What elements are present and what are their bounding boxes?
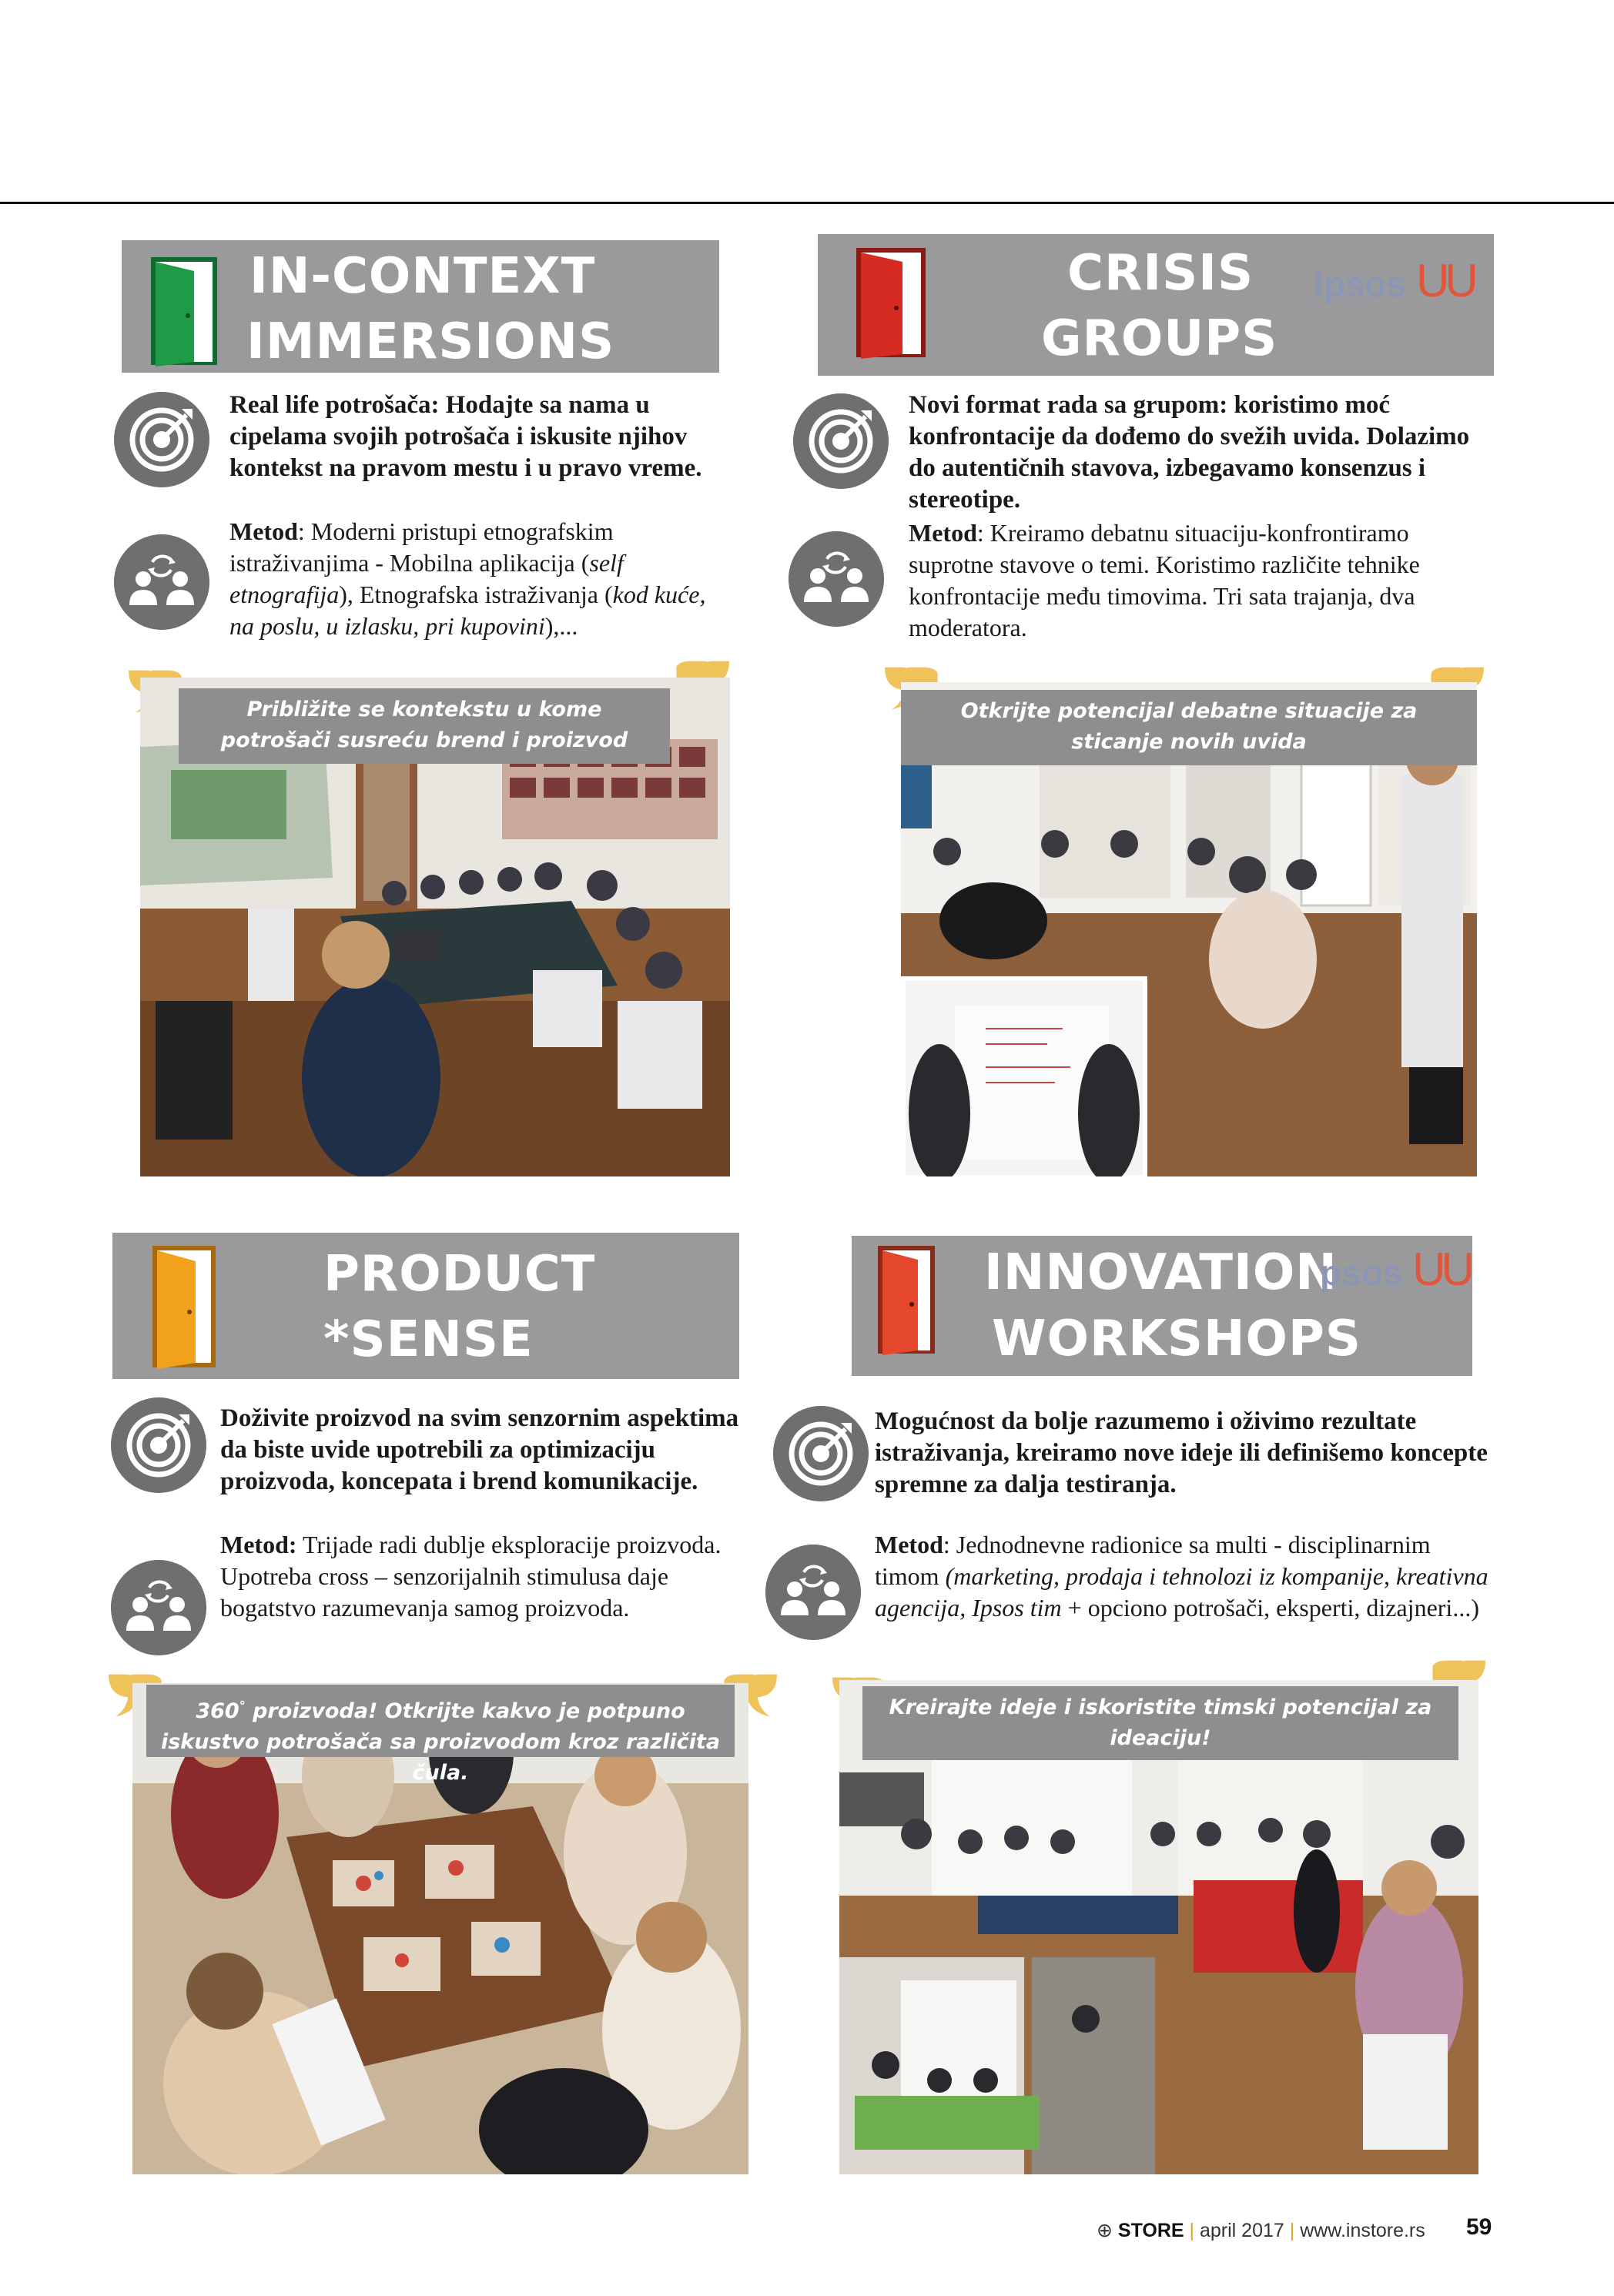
target-icon	[793, 393, 889, 489]
photo-caption: Otkrijte potencijal debatne situacije za sticanje novih uvida	[901, 690, 1477, 765]
footer-date: april 2017	[1199, 2220, 1284, 2241]
photo-caption	[146, 1685, 735, 1785]
section-title-line2: WORKSHOPS	[992, 1310, 1361, 1367]
section-title-line1: INNOVATION	[984, 1244, 1338, 1301]
section-method	[220, 1529, 741, 1624]
group-discussion-icon	[114, 534, 209, 630]
group-discussion-icon	[111, 1560, 206, 1655]
footer	[1097, 2219, 1425, 2250]
uu-logo-mark: UU	[1415, 255, 1474, 306]
section-intro: Mogućnost da bolje razumemo i oživimo rezultate istraživanja, kreiramo nove ideje ili definišemo koncepte spremne za dalja testiranja.	[875, 1407, 1488, 1498]
footer-brand: STORE	[1117, 2220, 1184, 2241]
section-title-line2: *SENSE	[323, 1311, 534, 1368]
method-text: : Moderni pristupi etnografskim istraživanjima - Mobilna aplikacija (	[229, 517, 614, 577]
section-title-line1: IN-CONTEXT	[249, 248, 596, 305]
method-text: ), Etnografska istraživanja (	[339, 581, 613, 608]
footer-separator: |	[1289, 2220, 1295, 2241]
photo-caption: Kreirajte ideje i iskoristite timski potencijal za ideaciju!	[862, 1686, 1458, 1760]
method-text: ),...	[544, 612, 578, 640]
method-italic: (marketing, prodaja i tehnolozi iz kompanije, kreativna agencija, Ipsos tim	[875, 1562, 1488, 1622]
door-icon-green	[148, 254, 220, 368]
ipsos-logo-text: Ipsos	[1314, 264, 1407, 304]
target-icon	[111, 1397, 206, 1493]
method-label: Metod	[875, 1531, 943, 1558]
section-title-line2: GROUPS	[1041, 310, 1278, 367]
footer-separator: |	[1189, 2220, 1195, 2241]
section-method	[909, 517, 1494, 644]
uu-logo-mark: UU	[1412, 1243, 1470, 1295]
method-label: Metod:	[220, 1531, 297, 1558]
section-title-line1: CRISIS	[1067, 245, 1254, 302]
section-title-line1: PRODUCT	[323, 1246, 596, 1303]
method-italic: self etnografija	[229, 549, 624, 608]
section-title-line2: IMMERSIONS	[246, 313, 615, 370]
section-intro: Doživite proizvod na svim senzornim aspektima da biste uvide upotrebili za optimizaciju proizvoda, koncepata i brend komunikacije.	[220, 1404, 739, 1495]
section-intro: Novi format rada sa grupom: koristimo moć konfrontacije da dođemo do svežih uvida. Dolazimo do autentičnih stavova, izbegavamo konsenzus i stereotipe.	[909, 391, 1470, 514]
page-number: 59	[1466, 2214, 1492, 2240]
group-discussion-icon	[789, 531, 884, 627]
ipsos-logo	[1320, 1243, 1470, 1296]
caption-text: 360	[196, 1699, 239, 1723]
store-logo-icon: ⊕	[1097, 2220, 1113, 2241]
method-label: Metod	[229, 517, 298, 545]
caption-degree: °	[239, 1699, 246, 1713]
ipsos-logo	[1314, 254, 1474, 307]
target-icon	[114, 392, 209, 487]
ipsos-logo-text: psos	[1320, 1253, 1403, 1293]
method-text: : Jednodnevne radionice sa multi - disciplinarnim timom	[875, 1531, 1431, 1590]
method-italic: kod kuće, na poslu, u izlasku, pri kupovini	[229, 581, 706, 640]
method-text: Trijade radi dublje eksploracije proizvoda. Upotreba cross – senzorijalnih stimulusa daje bogatstvo razumevanja samog proizvoda.	[220, 1531, 722, 1622]
method-text: : Kreiramo debatnu situaciju-konfrontiramo suprotne stavove o temi. Koristimo različite tehnike konfrontacije među timovima. Tri sata trajanja, dva moderatora.	[909, 519, 1420, 641]
method-text: + opciono potrošači, eksperti, dizajneri...)	[1061, 1594, 1479, 1622]
caption-text: proizvoda! Otkrijte kakvo je potpuno iskustvo potrošača sa proizvodom kroz različita čula.	[160, 1699, 721, 1785]
method-label: Metod	[909, 519, 977, 547]
door-icon-orange	[149, 1243, 219, 1371]
footer-url[interactable]: www.instore.rs	[1300, 2220, 1425, 2241]
photo-caption: Približite se kontekstu u kome potrošači susreću brend i proizvod	[179, 688, 670, 764]
door-icon-red	[853, 245, 929, 360]
section-method	[229, 516, 715, 642]
section-intro: Real life potrošača: Hodajte sa nama u cipelama svojih potrošača i iskusite njihov kontekst na pravom mestu i u pravo vreme.	[229, 391, 702, 482]
section-method	[875, 1529, 1491, 1624]
group-discussion-icon	[765, 1545, 861, 1640]
target-icon	[773, 1406, 869, 1501]
door-icon-red-orange	[875, 1243, 938, 1357]
top-rule	[0, 202, 1614, 204]
